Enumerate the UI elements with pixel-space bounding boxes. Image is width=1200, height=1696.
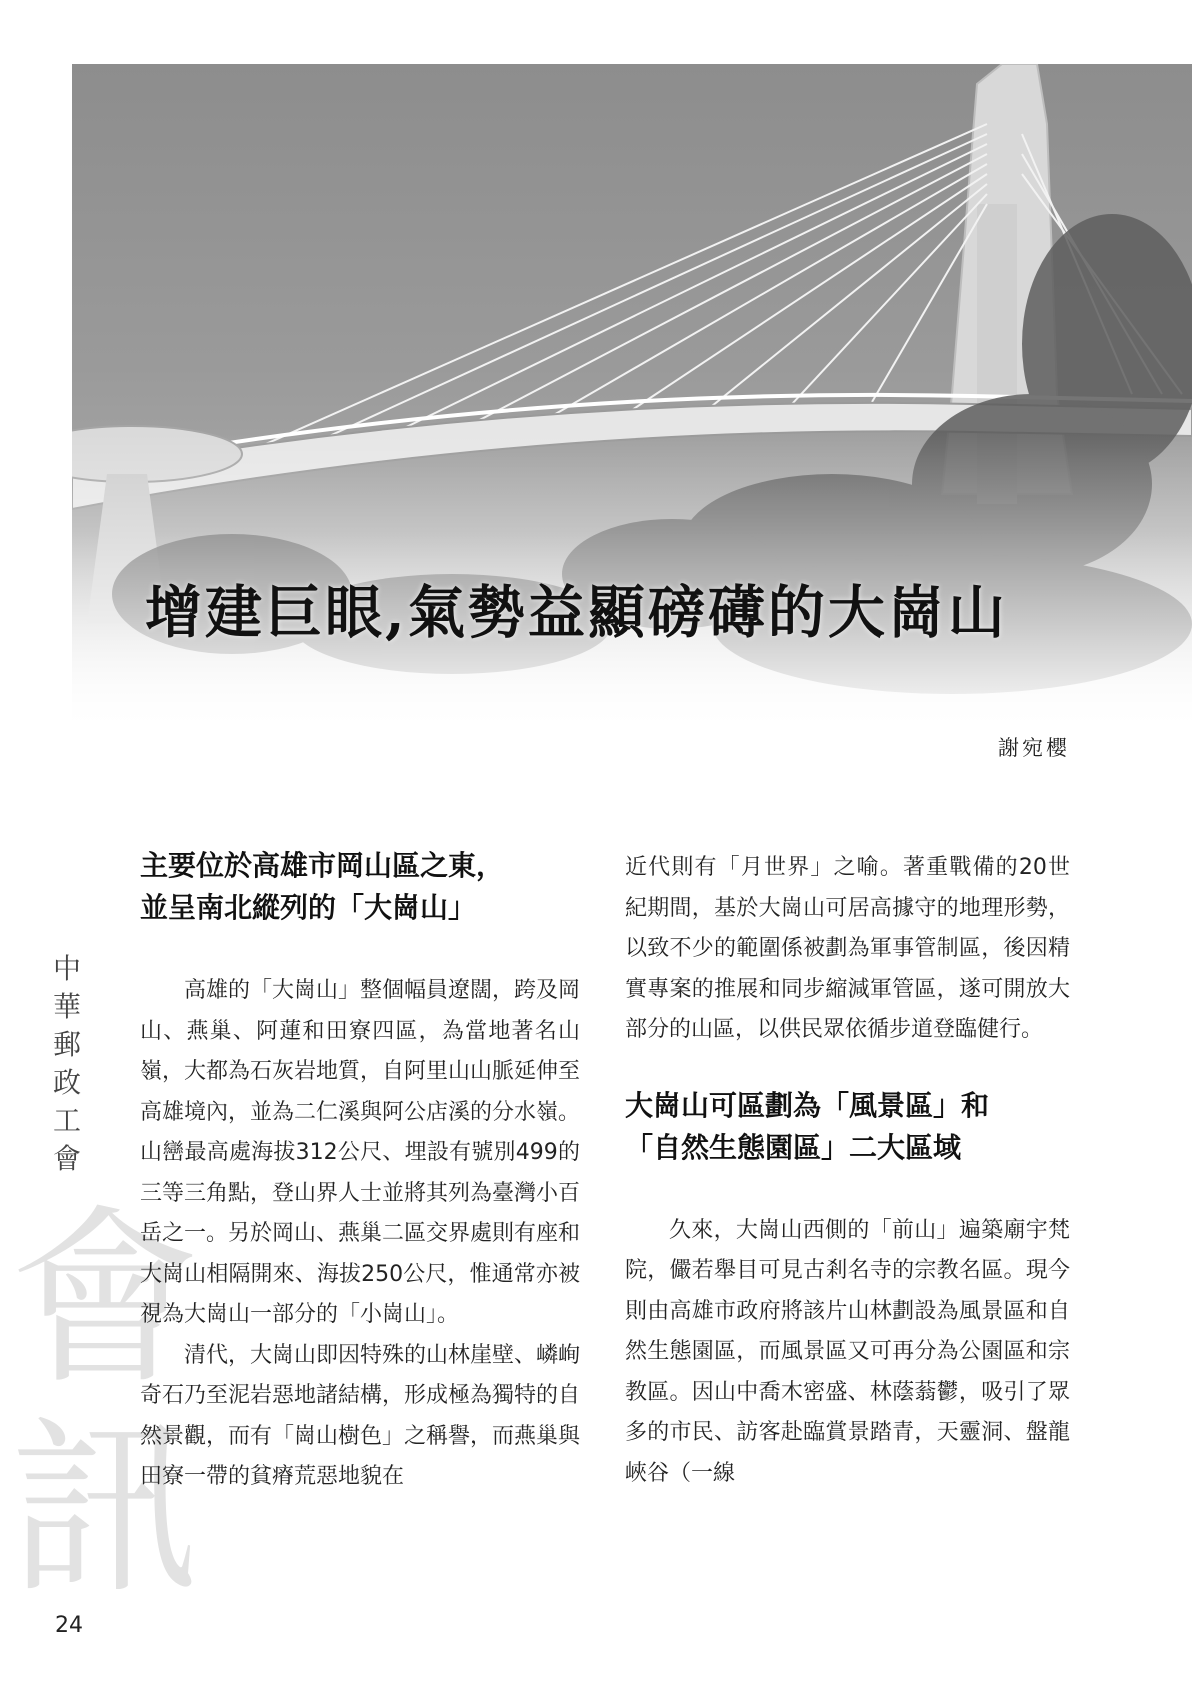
- section2-paragraph1: 久來，大崗山西側的「前山」遍築廟宇梵院，儼若舉目可見古剎名寺的宗教名區。現今則由高雄市政府將該片山林劃設為風景區和自然生態園區，而風景區又可再分為公園區和宗教區。因山中喬木密盛、林蔭蓊鬱，吸引了眾多的市民、訪客赴臨賞景踏青，天靈洞、盤龍峽谷（一線: [625, 1217, 1070, 1486]
- author-name: 謝宛櫻: [998, 736, 1070, 760]
- section1-heading: [140, 845, 580, 929]
- section1-heading-line1: 主要位於高雄市岡山區之東，: [140, 849, 505, 882]
- section2-heading-line2: 「自然生態園區」二大區域: [625, 1130, 962, 1164]
- section1-paragraph1: 高雄的「大崗山」整個幅員遼闊，跨及岡山、燕巢、阿蓮和田寮四區，為當地著名山嶺，大都為石灰岩地質，自阿里山山脈延伸至高雄境內，並為二仁溪與阿公店溪的分水嶺。山巒最高處海拔312公尺、埋設有號別499的三等三角點，登山界人士並將其列為臺灣小百岳之一。另於岡山、燕巢二區交界處則有座和大崗山相隔開來、海拔250公尺，惟通常亦被視為大崗山一部分的「小崗山」。: [140, 978, 581, 1327]
- article-title: 增建巨眼,氣勢益顯磅礡的大崗山: [145, 579, 1008, 646]
- section1-paragraph2-continued: 近代則有「月世界」之喻。著重戰備的20世紀期間，基於大崗山可居高據守的地理形勢，以致不少的範圍係被劃為軍事管制區，後因精實專案的推展和同步縮減軍管區，遂可開放大部分的山區，以供民眾依循步道登臨健行。: [625, 855, 1070, 1042]
- section2-heading-line1: 大崗山可區劃為「風景區」和: [625, 1088, 990, 1122]
- page-number: 24: [55, 1613, 83, 1638]
- publication-name: 中華郵政工會: [52, 952, 81, 1175]
- section1-heading-line2: 並呈南北縱列的「大崗山」: [140, 891, 477, 924]
- section2-heading: [625, 1085, 1070, 1169]
- watermark-text: 會訊: [9, 1189, 200, 1620]
- right-column: [625, 848, 1070, 1494]
- left-column: [140, 845, 580, 1498]
- section1-paragraph2: 清代，大崗山即因特殊的山林崖壁、嶙峋奇石乃至泥岩惡地諸結構，形成極為獨特的自然景觀，而有「崗山樹色」之稱譽，而燕巢與田寮一帶的貧瘠荒惡地貌在: [140, 1342, 581, 1489]
